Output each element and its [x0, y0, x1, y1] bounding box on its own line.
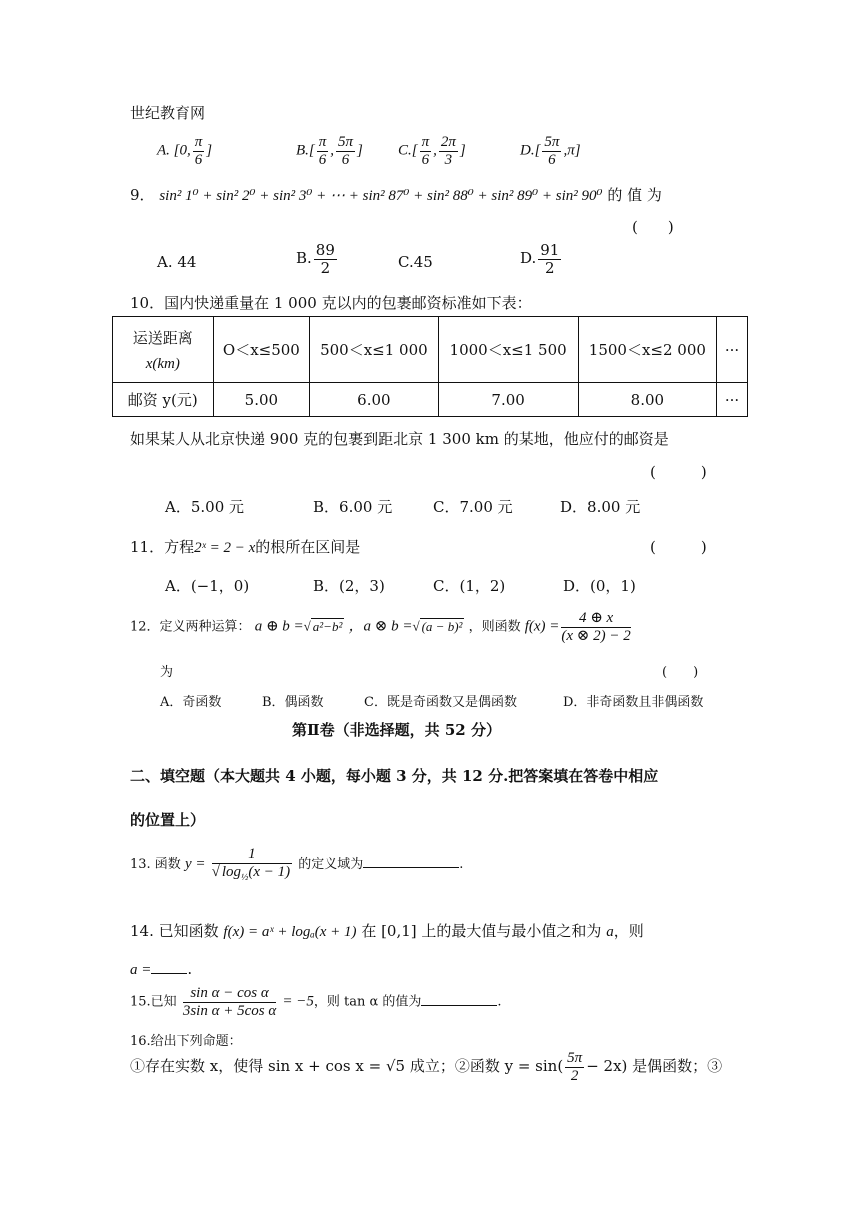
table-cell: 邮资 y(元) [113, 383, 214, 417]
q8-option-c: C.[ $\frac{\pi}{6}$ , $\frac{2\pi}{3}$ ] [398, 134, 466, 168]
q10-option-c: C．7.00 元 [433, 498, 513, 516]
table-row [113, 383, 748, 417]
table-cell: 运送距离 x(km) [113, 317, 214, 383]
q10-option-a: A．5.00 元 [165, 498, 244, 516]
q9-stem: 9． sin² 1⁰ + sin² 2⁰ + sin² 3⁰ + ⋯ + sin² 87⁰ + sin² 88⁰ + sin² 89⁰ + sin² 90⁰ 的 值 为 [130, 186, 662, 204]
table-cell: 1000＜x≤1 500 [438, 317, 578, 383]
q12-stem: 12．定义两种运算： a ⊕ b =√ a²−b² ，a ⊗ b =√ (a − b)² ，则函数 f(x) = $\frac{4 \oplus x}{(x \otimes 2) - 2}$ [130, 610, 631, 644]
q10-option-d: D．8.00 元 [560, 498, 641, 516]
postage-table [112, 316, 748, 417]
q9-option-d: D. $\frac{91}{2}$ [520, 241, 560, 277]
table-cell: O＜x≤500 [213, 317, 310, 383]
q11-answer-paren: ( ) [650, 538, 707, 556]
q10-stem: 10．国内快递重量在 1 000 克以内的包裹邮资标准如下表： [130, 294, 532, 312]
q11-option-d: D．(0，1) [563, 577, 636, 595]
q12-option-c: C．既是奇函数又是偶函数 [364, 695, 517, 710]
q9-answer-paren: ( ) [632, 218, 674, 236]
q9-option-c: C.45 [398, 253, 433, 271]
q8-option-d: D.[ $\frac{5\pi}{6}$ ,π] [520, 134, 581, 168]
table-cell: 500＜x≤1 000 [310, 317, 438, 383]
q12-answer-paren: ( ) [662, 665, 699, 680]
table-cell: 7.00 [438, 383, 578, 417]
q8-option-b: B.[ $\frac{\pi}{6}$ , $\frac{5\pi}{6}$ ] [296, 134, 363, 168]
q9-option-a: A. 44 [157, 253, 197, 271]
table-row [113, 317, 748, 383]
table-cell: 6.00 [310, 383, 438, 417]
q14-line2: a = . [130, 960, 193, 978]
q14: 14. 已知函数 f(x) = aˣ + logₐ(x + 1) 在 [0,1] 上的最大值与最小值之和为 a，则 [130, 922, 644, 940]
q11-option-c: C．(1，2) [433, 577, 506, 595]
q10-question: 如果某人从北京快递 900 克的包裹到距北京 1 300 km 的某地，他应付的邮资是 [130, 430, 669, 448]
site-header: 世纪教育网 [130, 104, 206, 122]
q12-option-b: B．偶函数 [262, 695, 324, 710]
table-cell: 1500＜x≤2 000 [578, 317, 716, 383]
q11-stem: 11．方程2ˣ = 2 − x的根所在区间是 [130, 538, 361, 556]
section-heading-line2: 的位置上） [130, 811, 206, 829]
q13: 13. 函数 y = $\frac{1}{√ \log_{\frac{1}{2}}(x - 1)}$ 的定义域为 . [130, 846, 464, 883]
section-title: 第Ⅱ卷（非选择题，共 52 分） [292, 721, 501, 739]
table-cell: 8.00 [578, 383, 716, 417]
q11-option-a: A．(−1，0) [165, 577, 250, 595]
q8-option-a: A. [0, $\frac{\pi}{6}$ ] [157, 134, 213, 168]
q16-line: ①存在实数 x，使得 sin x + cos x = √5 成立；②函数 y = sin( $\frac{5\pi}{2}$ − 2x) 是偶函数；③ [130, 1050, 723, 1084]
q15: 15.已知 $\frac{\text{sin α − cos α}}{\text{3sin α + 5cos α}}$ = −5，则 tan α 的值为 . [130, 985, 502, 1019]
q9-option-b: B. $\frac{89}{2}$ [296, 241, 335, 277]
q12-option-d: D．非奇函数且非偶函数 [563, 695, 704, 710]
q10-option-b: B．6.00 元 [313, 498, 393, 516]
q12-wei: 为 [160, 665, 174, 680]
table-cell: ··· [717, 317, 748, 383]
q16-stem: 16.给出下列命题： [130, 1034, 242, 1049]
q11-option-b: B．(2，3) [313, 577, 385, 595]
q10-answer-paren: ( ) [650, 463, 707, 481]
q12-option-a: A．奇函数 [160, 695, 222, 710]
section-heading-line1: 二、填空题（本大题共 4 小题，每小题 3 分，共 12 分.把答案填在答卷中相应 [130, 767, 659, 785]
table-cell: ··· [717, 383, 748, 417]
table-cell: 5.00 [213, 383, 310, 417]
